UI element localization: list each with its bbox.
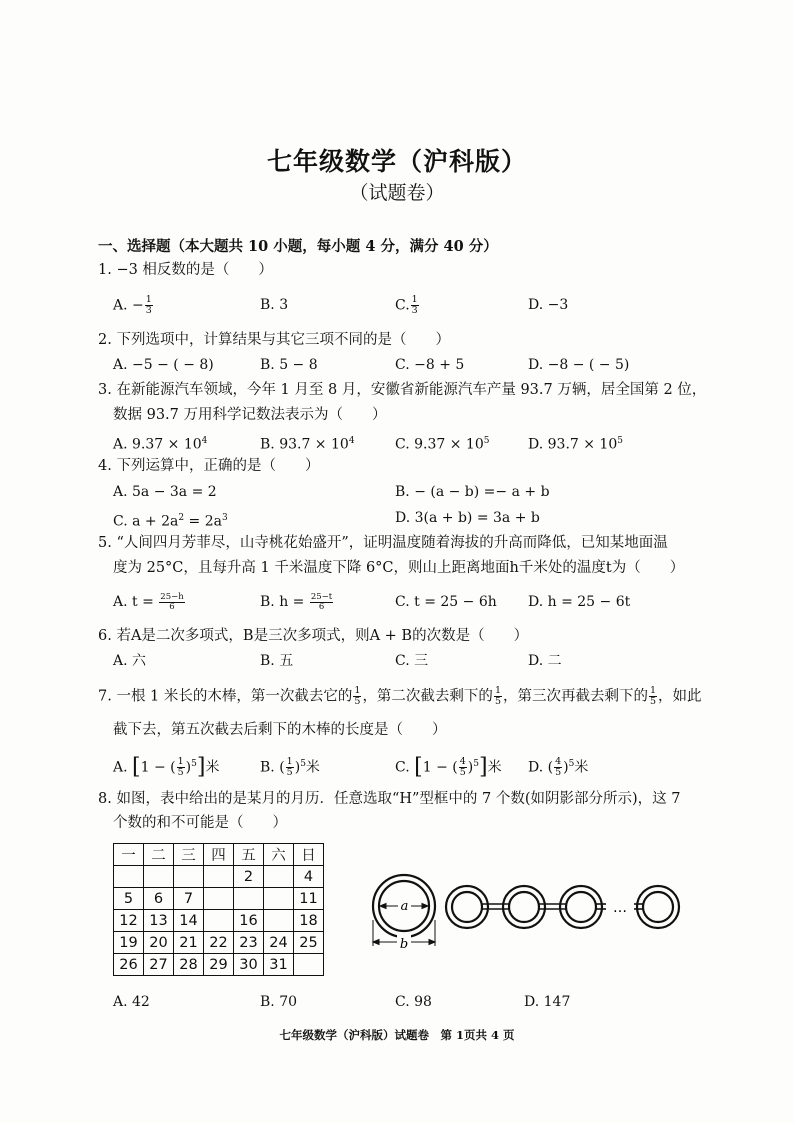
q8-option-d: D. 147: [524, 994, 571, 1010]
q5-a-pre: A. t =: [113, 594, 154, 610]
q7-a-num: 1: [177, 756, 184, 768]
q3-option-c: [395, 431, 489, 455]
calendar-cell: 2: [234, 866, 264, 888]
question-4-stem: 4. 下列运算中，正确的是（ ）: [98, 458, 320, 474]
q6-option-a: A. 六: [113, 653, 147, 669]
q7-text-1: 7. 一根 1 米长的木棒，第一次截去它的: [98, 688, 353, 705]
q7-a-close: ): [185, 759, 192, 776]
calendar-cell: 14: [174, 910, 204, 932]
q5-option-c: C. t = 25 − 6h: [395, 594, 497, 610]
q7-d-num: 4: [555, 756, 562, 768]
q7-frac1-den: 5: [354, 696, 361, 707]
q1-c-num: 1: [411, 294, 418, 305]
calendar-cell: [144, 866, 174, 888]
question-8-line2: 个数的和不可能是（ ）: [113, 815, 287, 831]
q7-frac2-den: 5: [494, 696, 501, 707]
question-1-stem: 1. −3 相反数的是（ ）: [98, 262, 273, 278]
q7-a-exp: 5: [191, 759, 197, 769]
q3-option-d: [528, 431, 623, 455]
q1-option-b: B. 3: [260, 297, 289, 313]
ring-chain-figure: [360, 862, 700, 962]
calendar-cell: [264, 888, 294, 910]
dimension-b-label: b: [399, 937, 409, 952]
q3-a-base: A. 9.37 × 10: [113, 436, 202, 453]
q1-c-den: 3: [411, 305, 418, 316]
q7-a-bracket-open: [: [132, 754, 141, 780]
calendar-cell: [204, 910, 234, 932]
calendar-cell: 19: [114, 932, 144, 954]
dimension-a-arrow-left: [380, 904, 386, 909]
chain-ellipsis: …: [613, 900, 627, 916]
calendar-header-row: [114, 844, 324, 866]
question-8-line1: 8. 如图，表中给出的是某月的月历．任意选取“H”型框中的 7 个数(如阴影部分所示)，这 7: [98, 791, 681, 807]
calendar-row: [114, 866, 324, 888]
q7-c-unit: 米: [487, 759, 502, 776]
calendar-cell: 12: [114, 910, 144, 932]
calendar-cell: [204, 888, 234, 910]
q7-c-fraction: [459, 757, 467, 778]
calendar-table: [113, 843, 324, 976]
q7-option-b: [260, 754, 320, 778]
question-5-line2: 度为 25°C，且每升高 1 千米温度下降 6°C，则山上距离地面h千米处的温度t为（ ）: [113, 560, 685, 576]
q1-c-prefix: C.: [395, 297, 410, 314]
q4-c-mid: = 2a: [184, 513, 222, 530]
q3-option-a: [113, 431, 207, 455]
q5-b-num: 25−t: [310, 591, 333, 602]
q1-a-den: 3: [145, 305, 152, 316]
calendar-cell: 22: [204, 932, 234, 954]
q7-option-d: [528, 754, 588, 778]
q5-a-den: 6: [169, 601, 175, 612]
q7-a-den: 5: [177, 767, 184, 779]
q5-b-pre: B. h =: [260, 594, 305, 610]
calendar-cell: 21: [174, 932, 204, 954]
q7-b-open: (: [279, 759, 285, 776]
q7-c-one-minus: 1 − (: [422, 759, 458, 776]
q3-option-b: [260, 431, 355, 455]
calendar-cell: [204, 866, 234, 888]
page-subtitle: （试题卷）: [349, 182, 445, 204]
q7-b-fraction: [286, 757, 294, 778]
calendar-row: [114, 888, 324, 910]
question-7-line1: [98, 686, 702, 707]
calendar-cell: [174, 866, 204, 888]
q1-a-prefix: A. −: [113, 297, 144, 314]
question-3-line2: 数据 93.7 万用科学记数法表示为（ ）: [113, 407, 387, 423]
q7-frac2-num: 1: [494, 685, 501, 696]
question-3-line1: 3. 在新能源汽车领域，今年 1 月至 8 月，安徽省新能源汽车产量 93.7 万辆，居全国第 2 位，: [98, 382, 707, 398]
q8-option-b: B. 70: [260, 994, 298, 1010]
q5-a-num: 25−h: [160, 591, 184, 602]
chain-ring-4-inner: [643, 892, 673, 922]
calendar-cell: [294, 954, 324, 976]
calendar-cell: 18: [294, 910, 324, 932]
q7-b-den: 5: [286, 767, 293, 779]
q7-c-num: 4: [459, 756, 466, 768]
q2-option-a: A. −5 − ( − 8): [113, 357, 214, 373]
q2-option-d: D. −8 − ( − 5): [528, 357, 630, 373]
calendar-cell: [114, 866, 144, 888]
q7-fraction-3: [649, 686, 657, 707]
calendar-cell: 5: [114, 888, 144, 910]
calendar-header-cell: 一: [114, 844, 144, 866]
q7-c-bracket-open: [: [414, 754, 423, 780]
q7-a-unit: 米: [205, 759, 220, 776]
calendar-cell: 31: [264, 954, 294, 976]
calendar-cell: 4: [294, 866, 324, 888]
calendar-cell: 11: [294, 888, 324, 910]
q4-c-pre: C. a + 2a: [113, 513, 179, 530]
chain-ring-2-inner: [509, 892, 539, 922]
q7-c-close: ): [467, 759, 474, 776]
question-6-stem: 6. 若A是二次多项式，B是三次多项式，则A + B的次数是（ ）: [98, 628, 529, 644]
q6-option-c: C. 三: [395, 653, 429, 669]
q7-d-fraction: [554, 757, 562, 778]
q7-d-unit: 米: [574, 759, 589, 776]
q3-b-base: B. 93.7 × 10: [260, 436, 349, 453]
dimension-b-arrow-left: [373, 940, 379, 945]
calendar-cell: 24: [264, 932, 294, 954]
q5-option-d: D. h = 25 − 6t: [528, 594, 631, 610]
q7-b-exp: 5: [300, 759, 306, 769]
dimension-a-arrow-right: [422, 904, 428, 909]
q1-option-a: [113, 295, 154, 316]
q7-text-2: ，第二次截去剩下的: [362, 688, 493, 705]
q1-c-fraction: [411, 295, 419, 316]
q7-a-bracket-close: ]: [196, 754, 206, 780]
chain-ring-1-inner: [452, 892, 482, 922]
q7-d-open: (: [547, 759, 554, 776]
q7-d-close: ): [563, 759, 569, 776]
q7-a-one-minus: 1 − (: [140, 759, 176, 776]
q3-d-base: D. 93.7 × 10: [528, 436, 618, 453]
q5-option-b: [260, 592, 334, 612]
calendar-header-cell: 三: [174, 844, 204, 866]
calendar-cell: 16: [234, 910, 264, 932]
question-5-line1: 5. “人间四月芳菲尽，山寺桃花始盛开”，证明温度随着海拔的升高而降低，已知某地面温: [98, 535, 668, 551]
calendar-cell: 25: [294, 932, 324, 954]
calendar-cell: [264, 866, 294, 888]
q7-frac1-num: 1: [354, 685, 361, 696]
q5-b-fraction: [310, 593, 333, 612]
q2-option-b: B. 5 − 8: [260, 357, 318, 373]
calendar-cell: 6: [144, 888, 174, 910]
q7-b-num: 1: [286, 756, 293, 768]
calendar-cell: 30: [234, 954, 264, 976]
calendar-cell: 26: [114, 954, 144, 976]
q7-text-4: ，如此: [658, 688, 702, 705]
q5-option-a: [113, 592, 186, 612]
q7-c-bracket-close: ]: [478, 754, 488, 780]
q7-c-label: C.: [395, 759, 410, 776]
calendar-cell: 27: [144, 954, 174, 976]
q7-d-den: 5: [555, 767, 562, 779]
calendar-cell: [234, 888, 264, 910]
q7-text-3: ，第三次再截去剩下的: [502, 688, 648, 705]
calendar-row: [114, 910, 324, 932]
q1-a-fraction: [145, 295, 153, 316]
calendar-header-cell: 四: [204, 844, 234, 866]
calendar-cell: 23: [234, 932, 264, 954]
q7-c-exp: 5: [473, 759, 479, 769]
q7-d-exp: 5: [568, 759, 575, 769]
q6-option-b: B. 五: [260, 653, 294, 669]
calendar-row: [114, 954, 324, 976]
q7-frac3-num: 1: [649, 685, 657, 696]
q5-b-den: 6: [318, 601, 325, 612]
section-heading: 一、选择题（本大题共 10 小题，每小题 4 分，满分 40 分）: [98, 238, 498, 255]
dimension-b-arrow-right: [429, 940, 435, 945]
q6-option-d: D. 二: [528, 653, 562, 669]
q7-b-unit: 米: [305, 759, 320, 776]
q4-option-a: A. 5a − 3a = 2: [113, 484, 217, 500]
q8-option-a: A. 42: [113, 994, 150, 1010]
q7-d-label: D.: [528, 759, 544, 776]
calendar-cell: 28: [174, 954, 204, 976]
calendar-cell: 13: [144, 910, 174, 932]
calendar-cell: 20: [144, 932, 174, 954]
q5-a-fraction: [159, 593, 184, 612]
calendar-header-cell: 六: [264, 844, 294, 866]
q4-c-exp2: 3: [221, 513, 228, 523]
q7-b-label: B.: [260, 759, 275, 776]
q4-option-c: [113, 508, 228, 532]
q7-option-a: [113, 754, 219, 778]
q4-option-d: D. 3(a + b) = 3a + b: [395, 510, 540, 526]
calendar-cell: 7: [174, 888, 204, 910]
q7-b-close: ): [294, 759, 301, 776]
q7-fraction-1: [353, 686, 361, 707]
q7-a-fraction: [177, 757, 185, 778]
q1-option-c: [395, 295, 420, 316]
q7-fraction-2: [494, 686, 502, 707]
q8-option-c: C. 98: [395, 994, 432, 1010]
q7-frac3-den: 5: [649, 696, 657, 707]
q2-option-c: C. −8 + 5: [395, 357, 465, 373]
q7-a-label: A.: [113, 759, 128, 776]
q3-b-exp: 4: [348, 436, 355, 446]
calendar-cell: [264, 910, 294, 932]
calendar-header-cell: 日: [294, 844, 324, 866]
calendar-cell: 29: [204, 954, 234, 976]
q4-option-b: B. − (a − b) =− a + b: [395, 484, 550, 500]
page-footer: 七年级数学（沪科版）试题卷 第 1页共 4 页: [279, 1028, 515, 1042]
q4-c-exp1: 2: [178, 513, 185, 523]
q3-c-exp: 5: [483, 436, 490, 446]
q7-option-c: [395, 754, 502, 778]
dimension-a-label: a: [400, 899, 409, 914]
q1-option-d: D. −3: [528, 297, 569, 313]
chain-ring-3-inner: [566, 892, 596, 922]
question-7-line2: 截下去，第五次截去后剩下的木棒的长度是（ ）: [113, 722, 447, 738]
calendar-header-cell: 二: [144, 844, 174, 866]
q1-a-num: 1: [145, 294, 152, 305]
q3-d-exp: 5: [617, 436, 623, 446]
question-2-stem: 2. 下列选项中，计算结果与其它三项不同的是（ ）: [98, 332, 450, 348]
q3-c-base: C. 9.37 × 10: [395, 436, 484, 453]
calendar-header-cell: 五: [234, 844, 264, 866]
q7-c-den: 5: [459, 767, 466, 779]
q3-a-exp: 4: [201, 436, 208, 446]
page-title: 七年级数学（沪科版）: [266, 147, 527, 176]
calendar-row: [114, 932, 324, 954]
